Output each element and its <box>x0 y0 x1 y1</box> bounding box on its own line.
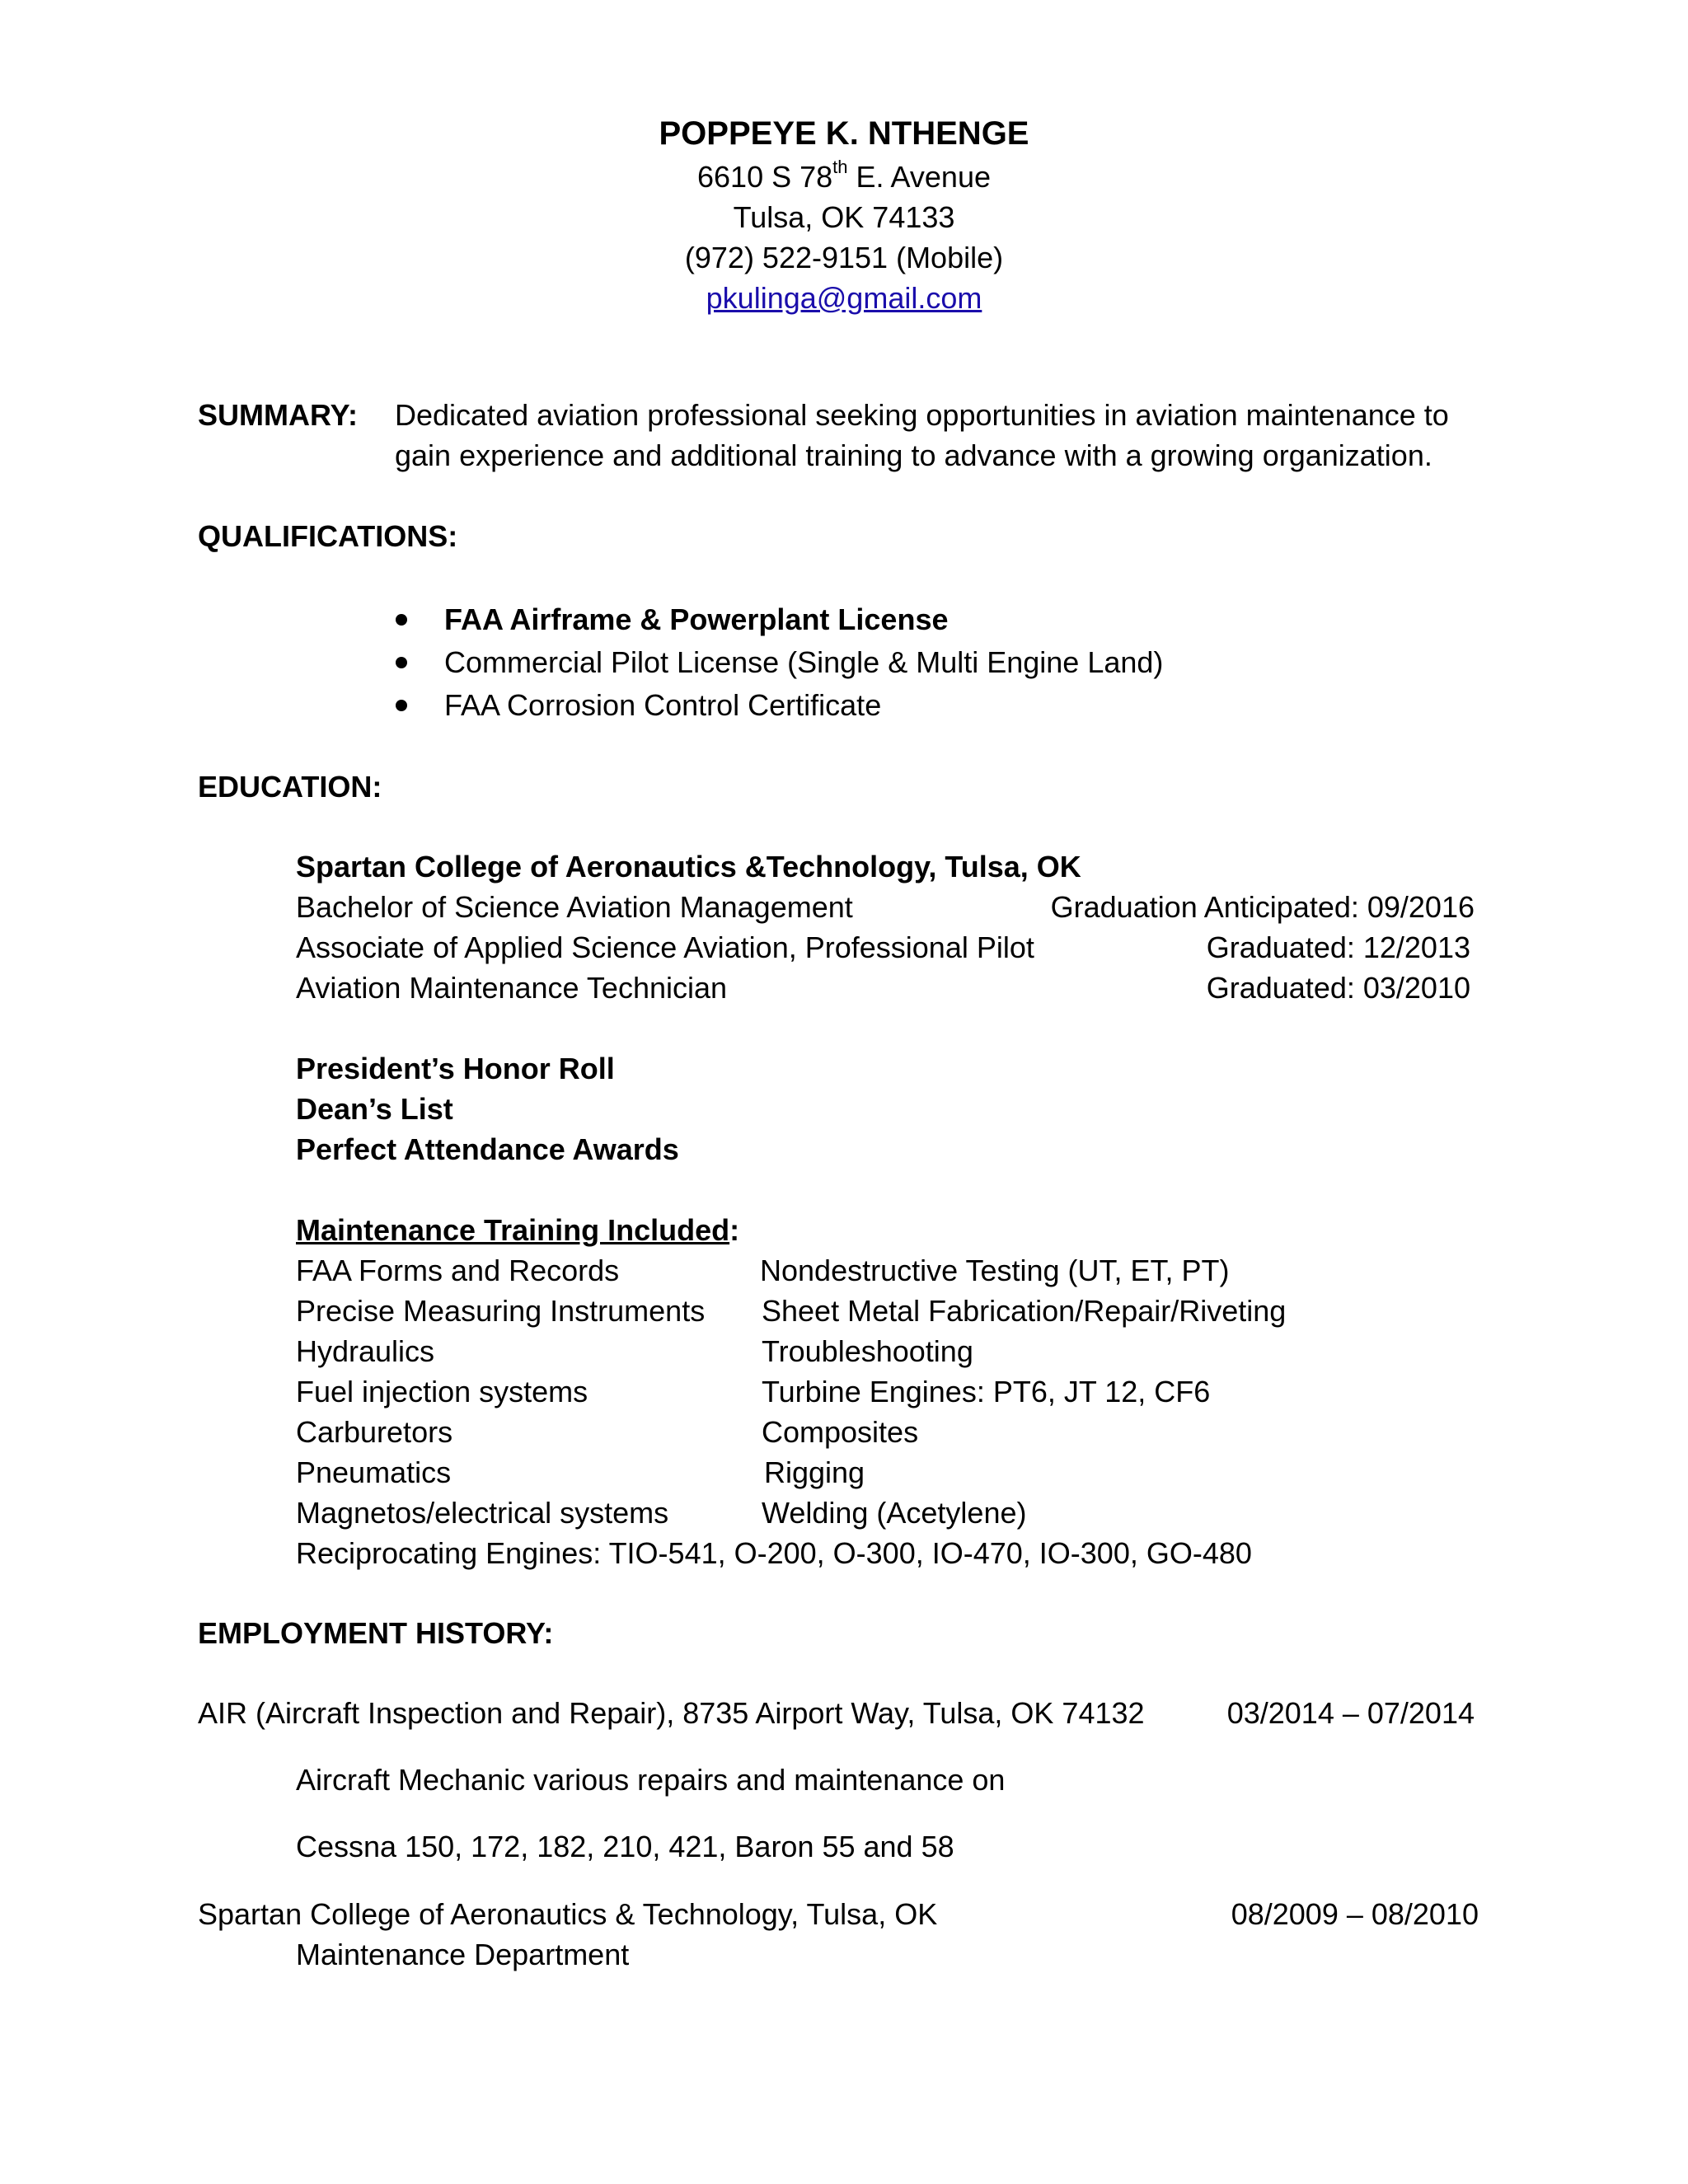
training-item-left: Pneumatics <box>296 1455 452 1489</box>
honor-item: Perfect Attendance Awards <box>296 1132 679 1166</box>
degree-name: Associate of Applied Science Aviation, Professional Pilot <box>296 930 1034 964</box>
school-name: Spartan College of Aeronautics &Technology, Tulsa, OK <box>296 850 1081 883</box>
qualification-item: Commercial Pilot License (Single & Multi Engine Land) <box>444 645 1164 679</box>
employment-dates: 03/2014 – 07/2014 <box>1226 1696 1475 1730</box>
training-heading: Maintenance Training Included: <box>296 1213 740 1247</box>
email-link[interactable]: pkulinga@gmail.com <box>706 281 982 315</box>
qualification-item: FAA Corrosion Control Certificate <box>444 688 882 722</box>
bullet-icon <box>396 657 407 668</box>
training-item-right: Troubleshooting <box>762 1334 973 1368</box>
honor-item: President’s Honor Roll <box>296 1052 615 1085</box>
email-container <box>0 278 1688 318</box>
city-state-zip: Tulsa, OK 74133 <box>733 200 955 234</box>
training-item-left: Carburetors <box>296 1415 453 1449</box>
qualifications-heading: QUALIFICATIONS: <box>198 519 458 553</box>
reciprocating-engines: Reciprocating Engines: TIO-541, O-200, O-300, IO-470, IO-300, GO-480 <box>296 1536 1252 1570</box>
training-item-left: FAA Forms and Records <box>296 1254 620 1287</box>
bullet-icon <box>396 700 407 711</box>
training-item-right: Nondestructive Testing (UT, ET, PT) <box>760 1254 1230 1287</box>
training-item-left: Magnetos/electrical systems <box>296 1496 669 1530</box>
degree-name: Bachelor of Science Aviation Management <box>296 890 853 924</box>
training-item-right: Turbine Engines: PT6, JT 12, CF6 <box>762 1375 1211 1408</box>
job-description: Maintenance Department <box>296 1938 630 1971</box>
summary-line-2: gain experience and additional training to advance with a growing organization. <box>395 438 1432 472</box>
street-address: 6610 S 78th E. Avenue <box>697 157 991 194</box>
training-item-left: Fuel injection systems <box>296 1375 588 1408</box>
training-item-right: Sheet Metal Fabrication/Repair/Riveting <box>762 1294 1287 1328</box>
degree-date: Graduation Anticipated: 09/2016 <box>1050 890 1475 924</box>
training-item-left: Precise Measuring Instruments <box>296 1294 706 1328</box>
degree-name: Aviation Maintenance Technician <box>296 971 728 1005</box>
training-item-right: Rigging <box>764 1455 865 1489</box>
training-item-left: Hydraulics <box>296 1334 435 1368</box>
training-item-right: Composites <box>762 1415 919 1449</box>
phone-number: (972) 522-9151 (Mobile) <box>684 241 1004 274</box>
degree-date: Graduated: 03/2010 <box>1206 971 1470 1005</box>
employer-line: AIR (Aircraft Inspection and Repair), 8735 Airport Way, Tulsa, OK 74132 <box>198 1696 1145 1730</box>
summary-heading: SUMMARY: <box>198 398 358 432</box>
degree-date: Graduated: 12/2013 <box>1206 930 1470 964</box>
education-heading: EDUCATION: <box>198 770 382 804</box>
honor-item: Dean’s List <box>296 1092 453 1126</box>
qualification-item: FAA Airframe & Powerplant License <box>444 602 949 636</box>
job-description: Aircraft Mechanic various repairs and maintenance on <box>296 1763 1006 1797</box>
candidate-name: POPPEYE K. NTHENGE <box>659 115 1029 152</box>
job-description: Cessna 150, 172, 182, 210, 421, Baron 55 and 58 <box>296 1830 954 1863</box>
employment-heading: EMPLOYMENT HISTORY: <box>198 1616 554 1650</box>
summary-line-1: Dedicated aviation professional seeking opportunities in aviation maintenance to <box>395 398 1449 432</box>
employment-dates: 08/2009 – 08/2010 <box>1231 1897 1479 1931</box>
training-item-right: Welding (Acetylene) <box>762 1496 1027 1530</box>
bullet-icon <box>396 614 407 626</box>
employer-line: Spartan College of Aeronautics & Technology, Tulsa, OK <box>198 1897 938 1931</box>
